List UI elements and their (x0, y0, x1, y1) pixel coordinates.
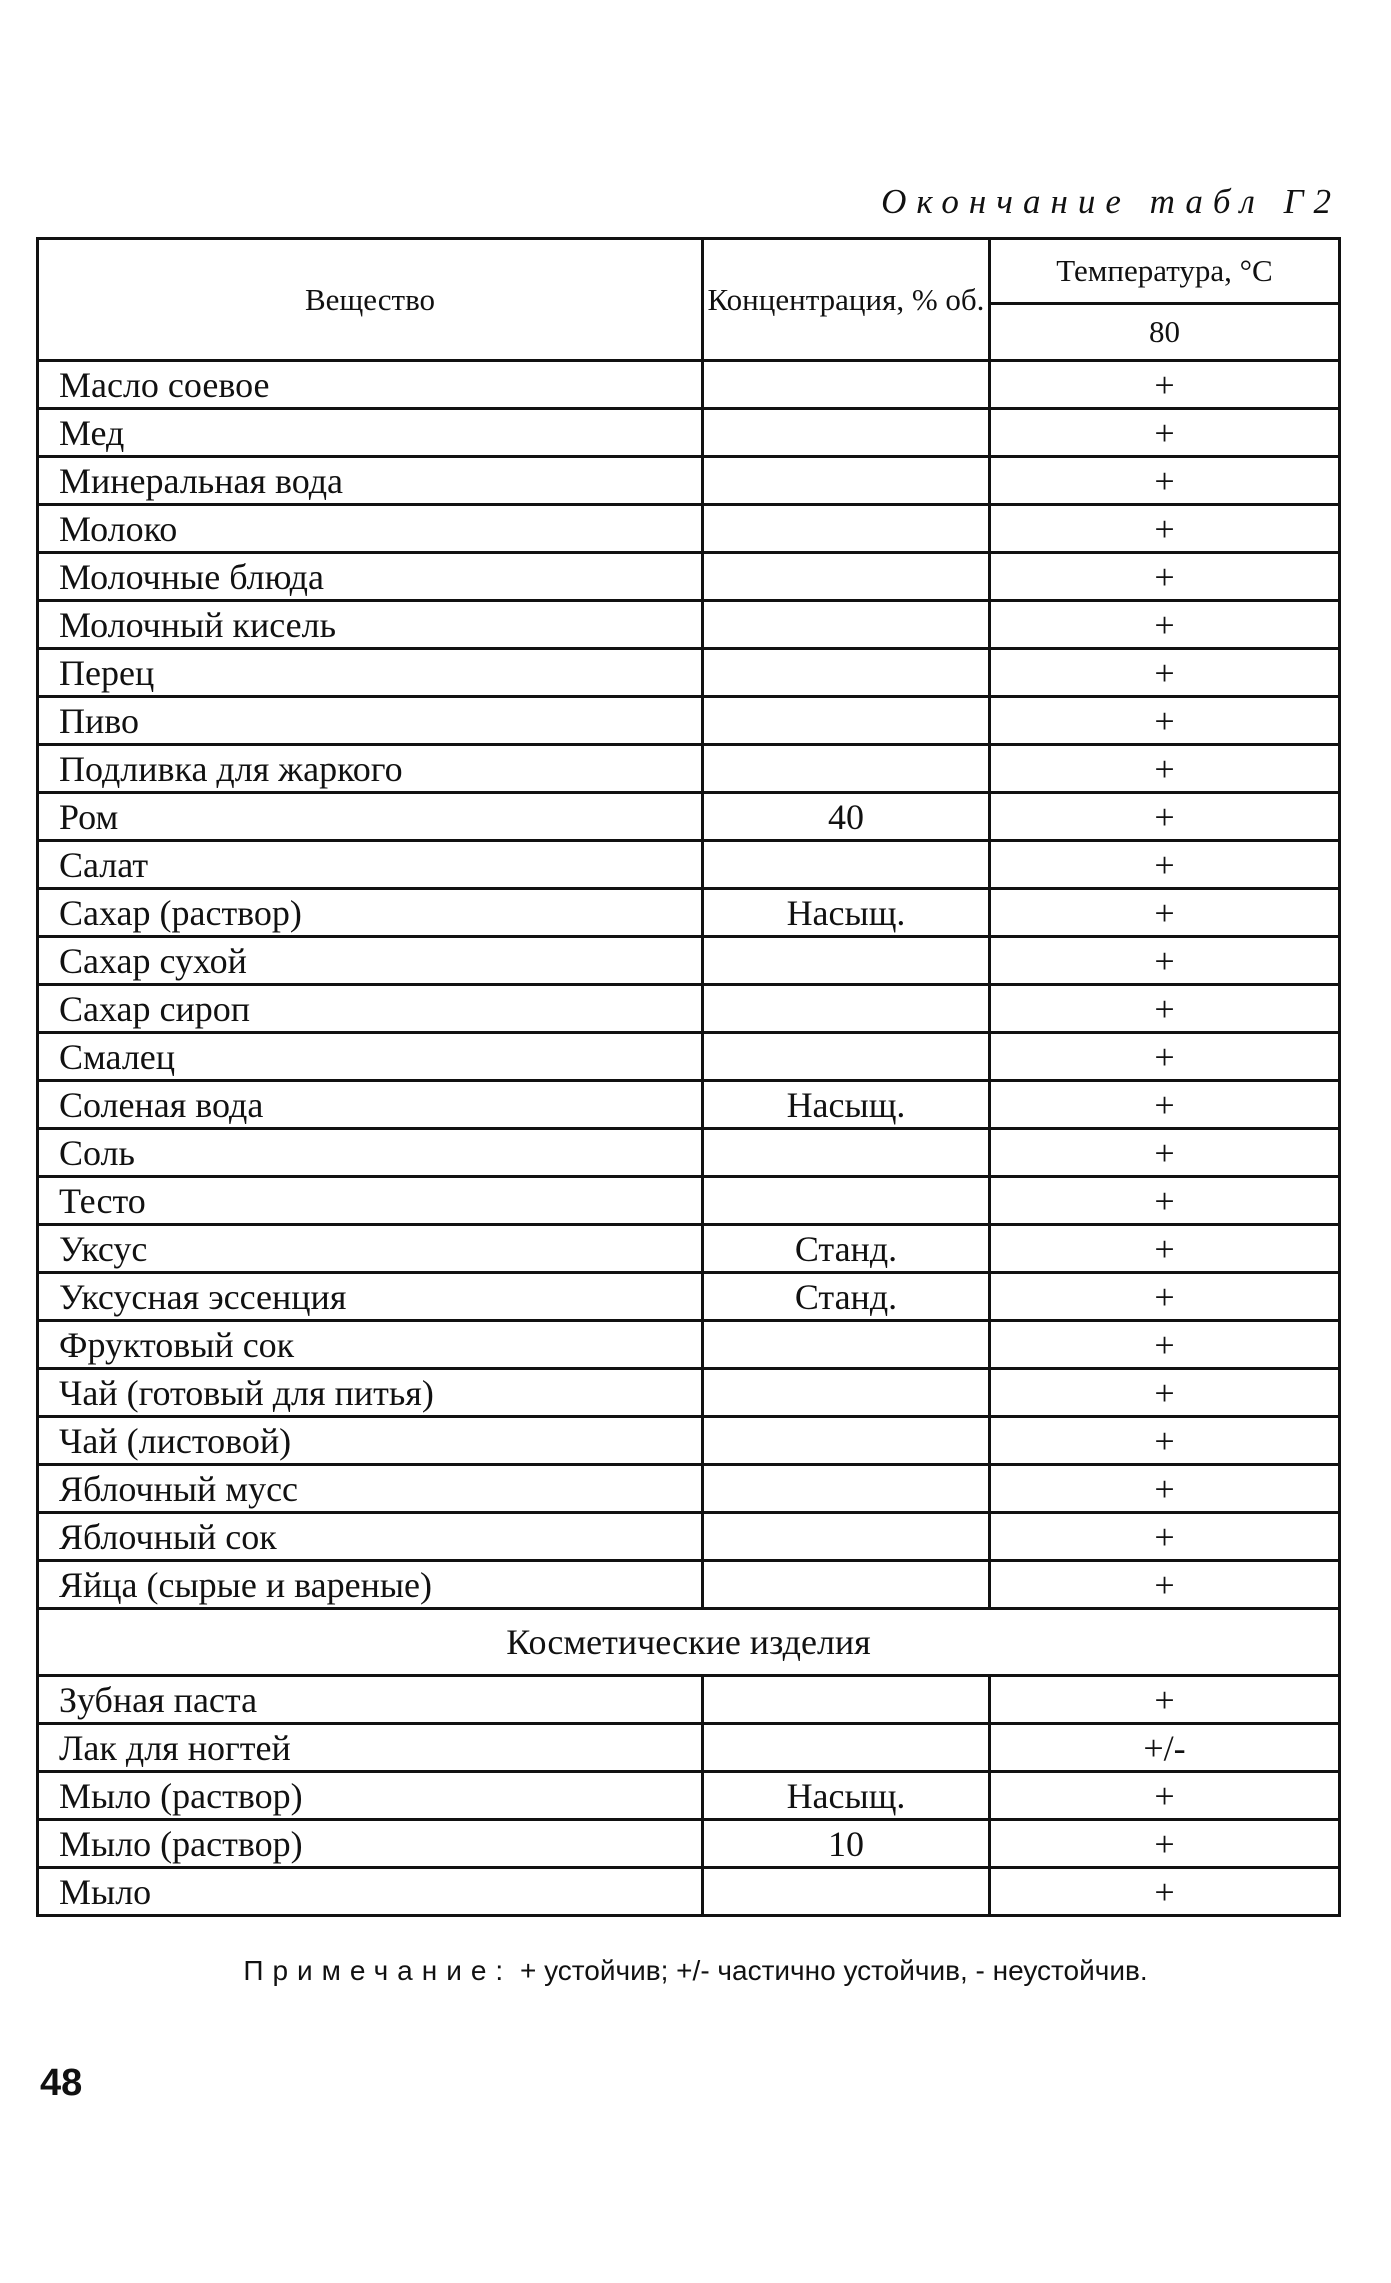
substance-cell: Минеральная вода (38, 457, 703, 505)
table-row (38, 1369, 1340, 1417)
temperature-cell: + (990, 841, 1340, 889)
header-substance: Вещество (38, 239, 703, 361)
concentration-cell: Насыщ. (703, 889, 990, 937)
temperature-cell: + (990, 1273, 1340, 1321)
table-row (38, 1177, 1340, 1225)
concentration-cell (703, 505, 990, 553)
substance-cell: Мыло (38, 1868, 703, 1916)
substance-cell: Фруктовый сок (38, 1321, 703, 1369)
concentration-cell (703, 457, 990, 505)
temperature-cell: + (990, 697, 1340, 745)
table-row (38, 889, 1340, 937)
temperature-cell: + (990, 889, 1340, 937)
header-temperature-value: 80 (990, 304, 1340, 361)
substance-cell: Мыло (раствор) (38, 1772, 703, 1820)
temperature-cell: + (990, 1465, 1340, 1513)
table-row (38, 1465, 1340, 1513)
concentration-cell (703, 1369, 990, 1417)
table-row (38, 1676, 1340, 1724)
table-note (0, 1955, 1391, 1987)
substance-cell: Яблочный сок (38, 1513, 703, 1561)
concentration-cell (703, 1321, 990, 1369)
temperature-cell: + (990, 1225, 1340, 1273)
concentration-cell (703, 745, 990, 793)
substance-cell: Мед (38, 409, 703, 457)
table-row (38, 601, 1340, 649)
temperature-cell: +/- (990, 1724, 1340, 1772)
table-row (38, 1772, 1340, 1820)
concentration-cell (703, 361, 990, 409)
table-row (38, 1129, 1340, 1177)
table-row (38, 1561, 1340, 1609)
table-row (38, 1273, 1340, 1321)
concentration-cell (703, 1177, 990, 1225)
temperature-cell: + (990, 1129, 1340, 1177)
temperature-cell: + (990, 1772, 1340, 1820)
temperature-cell: + (990, 1561, 1340, 1609)
table-section (38, 1609, 1340, 1676)
table-row (38, 937, 1340, 985)
temperature-cell: + (990, 361, 1340, 409)
temperature-cell: + (990, 1177, 1340, 1225)
substance-cell: Пиво (38, 697, 703, 745)
table-body-food (38, 361, 1340, 1609)
concentration-cell (703, 697, 990, 745)
temperature-cell: + (990, 553, 1340, 601)
substance-cell: Ром (38, 793, 703, 841)
temperature-cell: + (990, 1033, 1340, 1081)
substance-cell: Лак для ногтей (38, 1724, 703, 1772)
concentration-cell (703, 1465, 990, 1513)
substance-cell: Молоко (38, 505, 703, 553)
table-row (38, 841, 1340, 889)
note-text: + устойчив; +/- частично устойчив, - неустойчив. (512, 1955, 1148, 1986)
concentration-cell (703, 601, 990, 649)
concentration-cell (703, 409, 990, 457)
temperature-cell: + (990, 409, 1340, 457)
table-row (38, 361, 1340, 409)
table-row (38, 649, 1340, 697)
concentration-cell (703, 1561, 990, 1609)
substance-cell: Молочный кисель (38, 601, 703, 649)
table-row (38, 409, 1340, 457)
substance-cell: Яйца (сырые и вареные) (38, 1561, 703, 1609)
table-row (38, 457, 1340, 505)
table-row (38, 1513, 1340, 1561)
concentration-cell (703, 1513, 990, 1561)
substance-cell: Сахар сироп (38, 985, 703, 1033)
concentration-cell (703, 649, 990, 697)
header-temperature: Температура, °С (990, 239, 1340, 304)
substance-cell: Чай (готовый для питья) (38, 1369, 703, 1417)
concentration-cell: Насыщ. (703, 1772, 990, 1820)
substance-cell: Зубная паста (38, 1676, 703, 1724)
temperature-cell: + (990, 793, 1340, 841)
concentration-cell (703, 841, 990, 889)
concentration-cell: 40 (703, 793, 990, 841)
table-row (38, 793, 1340, 841)
table-row (38, 1724, 1340, 1772)
temperature-cell: + (990, 649, 1340, 697)
header-concentration: Концентрация, % об. (703, 239, 990, 361)
concentration-cell (703, 1129, 990, 1177)
substance-cell: Соленая вода (38, 1081, 703, 1129)
temperature-cell: + (990, 1676, 1340, 1724)
substance-cell: Салат (38, 841, 703, 889)
substance-cell: Масло соевое (38, 361, 703, 409)
temperature-cell: + (990, 1820, 1340, 1868)
temperature-cell: + (990, 1513, 1340, 1561)
table-row (38, 697, 1340, 745)
concentration-cell: Насыщ. (703, 1081, 990, 1129)
table-row (38, 985, 1340, 1033)
temperature-cell: + (990, 1369, 1340, 1417)
substance-cell: Яблочный мусс (38, 1465, 703, 1513)
note-label: Примечание: (243, 1955, 513, 1986)
substance-cell: Смалец (38, 1033, 703, 1081)
substance-cell: Сахар сухой (38, 937, 703, 985)
concentration-cell (703, 1417, 990, 1465)
concentration-cell (703, 937, 990, 985)
temperature-cell: + (990, 457, 1340, 505)
temperature-cell: + (990, 937, 1340, 985)
substance-cell: Тесто (38, 1177, 703, 1225)
substance-cell: Мыло (раствор) (38, 1820, 703, 1868)
temperature-cell: + (990, 745, 1340, 793)
concentration-cell (703, 1724, 990, 1772)
substance-cell: Уксусная эссенция (38, 1273, 703, 1321)
table-row (38, 1081, 1340, 1129)
concentration-cell: Станд. (703, 1273, 990, 1321)
temperature-cell: + (990, 1081, 1340, 1129)
table-row (38, 1033, 1340, 1081)
substance-cell: Соль (38, 1129, 703, 1177)
table-row (38, 553, 1340, 601)
table-row (38, 1225, 1340, 1273)
table-row (38, 505, 1340, 553)
temperature-cell: + (990, 1417, 1340, 1465)
temperature-cell: + (990, 1321, 1340, 1369)
resistance-table (36, 237, 1341, 1917)
table-row (38, 1868, 1340, 1916)
temperature-cell: + (990, 601, 1340, 649)
substance-cell: Сахар (раствор) (38, 889, 703, 937)
table-row (38, 1417, 1340, 1465)
section-row (38, 1609, 1340, 1676)
table-row (38, 1820, 1340, 1868)
substance-cell: Чай (листовой) (38, 1417, 703, 1465)
concentration-cell (703, 1868, 990, 1916)
header-row (38, 239, 1340, 304)
temperature-cell: + (990, 505, 1340, 553)
table-row (38, 1321, 1340, 1369)
concentration-cell (703, 553, 990, 601)
concentration-cell (703, 1676, 990, 1724)
table-container (36, 237, 1338, 1917)
concentration-cell (703, 1033, 990, 1081)
page-number: 48 (40, 2062, 83, 2104)
substance-cell: Молочные блюда (38, 553, 703, 601)
substance-cell: Подливка для жаркого (38, 745, 703, 793)
temperature-cell: + (990, 985, 1340, 1033)
table-caption: Окончание табл Г2 (881, 182, 1341, 221)
substance-cell: Уксус (38, 1225, 703, 1273)
temperature-cell: + (990, 1868, 1340, 1916)
concentration-cell (703, 985, 990, 1033)
table-body-cosmetics (38, 1676, 1340, 1916)
table-row (38, 745, 1340, 793)
concentration-cell: 10 (703, 1820, 990, 1868)
section-title: Косметические изделия (38, 1609, 1340, 1676)
substance-cell: Перец (38, 649, 703, 697)
concentration-cell: Станд. (703, 1225, 990, 1273)
